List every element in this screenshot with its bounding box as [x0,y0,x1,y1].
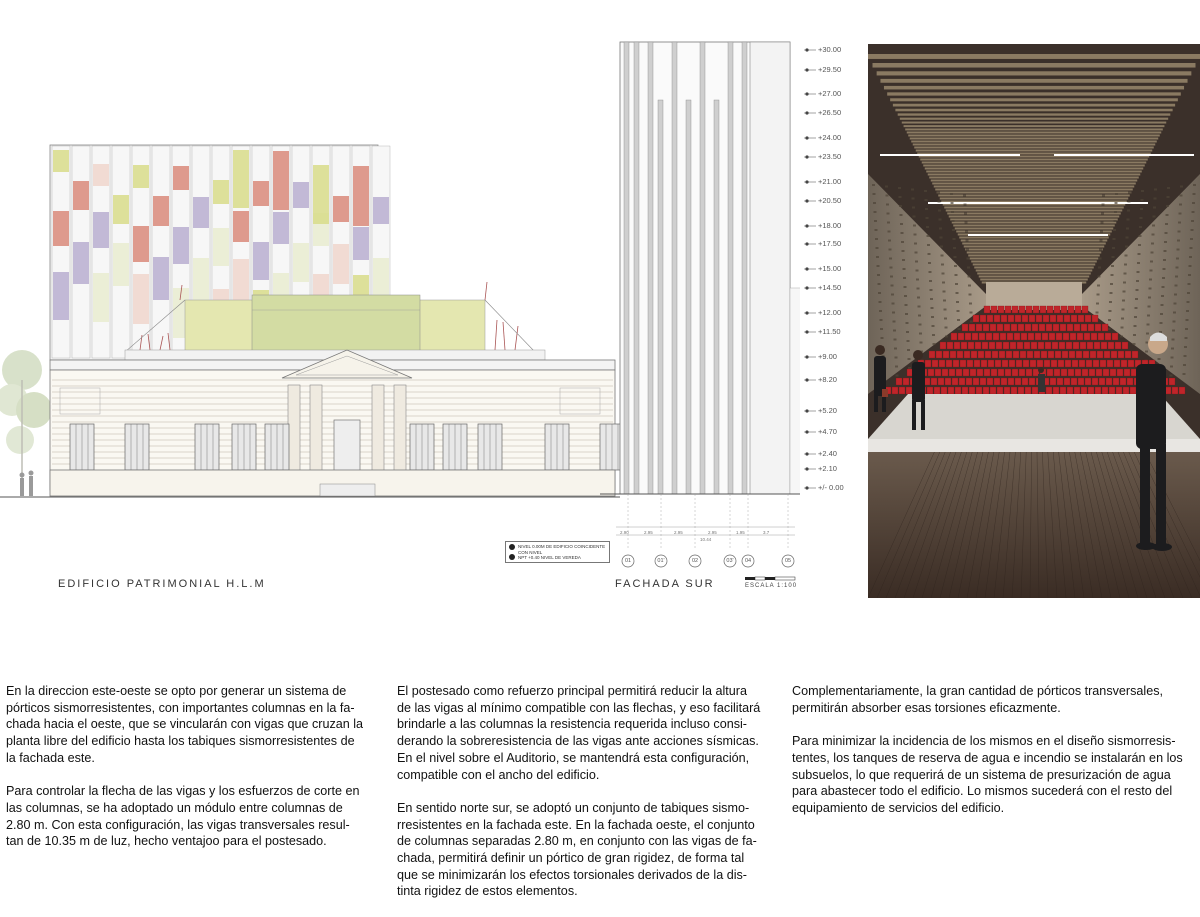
level-marker-icon [804,110,816,116]
level-legend [505,541,610,563]
axis-label: 01 [624,558,632,564]
level-marker-icon [804,91,816,97]
level-label: +14.50 [818,283,842,292]
legend-line-1: NIVEL 0.00M DE EDIFICIO COINCIDENTE CON NIVEL [518,544,606,555]
dimension-label: 2.90 [620,530,629,535]
dimension-label: 2.95 [644,530,653,535]
level-marker-icon [804,154,816,160]
level-label: +24.00 [818,133,842,142]
level-label: +/- 0.00 [818,483,844,492]
paragraph-beam-deflection: Para controlar la flecha de las vigas y los esfuerzos de corte en las columnas, se ha adoptado un módulo entre columnas de 2.80 m. Con esta configuración, las vigas transversales resul- tan de 10.35 m de luz, hecho ventajoo para el postesado. [6,784,360,849]
dimension-label: 3.7 [763,530,770,535]
text-column-2 [397,683,782,917]
level-label: +12.00 [818,308,842,317]
paragraph-post-tensioning: El postesado como refuerzo principal permitirá reducir la altura de las vigas al mínimo compatible con las flechas, y eso facilitará brindarle a las columnas la resistencia requerida incluso consi- derando la sobreresistencia de las vigas ante acciones sísmicas. En el nivel sobre el Auditorio, se mantendrá esta configuración, compatible con el ancho del edificio. [397,684,761,782]
caption-south-facade: FACHADA SUR [615,578,715,590]
level-marker-icon [804,223,816,229]
level-marker-icon [804,266,816,272]
level-marker-icon [804,179,816,185]
axis-label: 04 [744,558,752,564]
level-marker-icon [804,47,816,53]
level-label: +15.00 [818,264,842,273]
level-marker-icon [804,429,816,435]
level-label: +27.00 [818,89,842,98]
level-marker-icon [804,466,816,472]
dimension-total: 10.44 [700,537,712,542]
scale-bar [745,574,800,582]
people-left [20,471,34,497]
level-marker-icon [804,354,816,360]
level-label: +17.50 [818,239,842,248]
level-label: +8.20 [818,375,837,384]
level-marker-icon [804,135,816,141]
level-label: +21.00 [818,177,842,186]
level-label: +29.50 [818,65,842,74]
axis-label: 05 [784,558,792,564]
level-marker-icon [804,408,816,414]
level-label: +11.50 [818,327,841,336]
heritage-elevation-drawing [0,0,620,600]
paragraph-water-tanks: Para minimizar la incidencia de los mismos en el diseño sismorresis- tentes, los tanques de reserva de agua e incendio se instalarán en los subsuelos, lo que requerirá de un sistema de presurización de agua para abastecer todo el edificio. Lo mismos sucederá con el resto del equipamiento de servicios del edificio. [792,734,1183,815]
level-marker-icon [804,285,816,291]
dimension-label: 2.95 [708,530,717,535]
level-label: +23.50 [818,152,842,161]
tree-left [0,350,52,495]
south-facade-drawing [600,30,800,590]
level-marker-icon [804,377,816,383]
paragraph-transverse-frames: Complementariamente, la gran cantidad de pórticos transversales, permitirán absorber esas torsiones eficazmente. [792,684,1164,715]
level-marker-icon [804,451,816,457]
axis-label: 03' [726,558,734,564]
paragraph-east-west-system: En la direccion este-oeste se opto por generar un sistema de pórticos sismorresistentes, con importantes columnas en la fa- chada hacia el oeste, que se vincularán con vigas que cruzan la planta libre del edificio hasta los tabiques sismorresistentes de la fachada este. [6,684,364,765]
level-marker-icon [804,329,816,335]
level-label: +30.00 [818,45,842,54]
level-label: +9.00 [818,352,837,361]
level-label: +2.10 [818,464,837,473]
level-marker-icon [509,544,515,550]
level-marker-icon [509,554,515,560]
axis-label: 02 [691,558,699,564]
level-label: +4.70 [818,427,837,436]
axis-label: 01' [657,558,665,564]
legend-line-2: NPT +0.40 NIVEL DE VEREDA [518,555,581,560]
level-marker-icon [804,67,816,73]
auditorium-render [868,44,1200,598]
heritage-facade [0,350,620,497]
level-label: +18.00 [818,221,842,230]
text-column-3 [792,683,1197,833]
level-marker-icon [804,310,816,316]
level-marker-icon [804,485,816,491]
dimension-label: 1.95 [736,530,745,535]
level-label: +2.40 [818,449,837,458]
level-label: +5.20 [818,406,837,415]
dimension-label: 2.95 [674,530,683,535]
scale-label: ESCALA 1:100 [745,583,798,589]
level-label: +20.50 [818,196,842,205]
level-marker-icon [804,198,816,204]
paragraph-north-south: En sentido norte sur, se adoptó un conjunto de tabiques sismo- rresistentes en la fachada este. En la fachada oeste, el conjunto de columnas separadas 2.80 m, en conjunto con las vigas de fa- chada, permitirá definir un pórtico de gran rigidez, de forma tal que se minimizarán los efectos torsionales derivados de la dis- tinta rigidez de estos elementos. [397,800,757,899]
level-label: +26.50 [818,108,842,117]
level-marker-icon [804,241,816,247]
text-column-1 [6,683,386,867]
caption-heritage-building: EDIFICIO PATRIMONIAL H.L.M [58,578,266,590]
